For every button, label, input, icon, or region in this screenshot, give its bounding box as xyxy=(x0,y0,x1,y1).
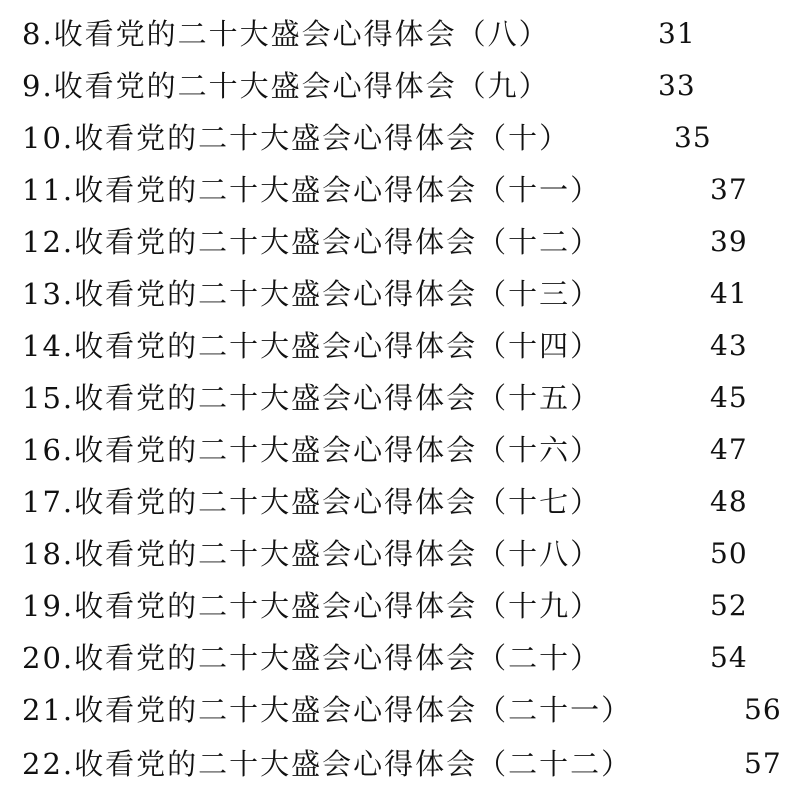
toc-entry-title: 19.收看党的二十大盛会心得体会（十九） xyxy=(22,589,602,623)
toc-entry-title: 12.收看党的二十大盛会心得体会（十二） xyxy=(22,225,602,259)
toc-entry xyxy=(22,684,782,736)
toc-entry-page: 45 xyxy=(710,381,748,414)
toc-entry-title: 22.收看党的二十大盛会心得体会（二十二） xyxy=(22,747,633,781)
toc-entry xyxy=(22,632,748,684)
toc-entry xyxy=(22,8,696,60)
toc-entry xyxy=(22,164,748,216)
toc-entry xyxy=(22,738,782,790)
toc-entry xyxy=(22,60,696,112)
toc-entry-page: 57 xyxy=(744,747,782,780)
toc-entry xyxy=(22,528,748,580)
toc-entry-page: 43 xyxy=(710,329,748,362)
toc-entry-page: 33 xyxy=(658,69,696,102)
toc-entry-page: 50 xyxy=(710,537,748,570)
toc-entry-page: 37 xyxy=(710,173,748,206)
toc-entry-page: 56 xyxy=(744,693,782,726)
toc-entry xyxy=(22,112,712,164)
toc-entry xyxy=(22,216,748,268)
toc-entry xyxy=(22,424,748,476)
toc-entry-page: 47 xyxy=(710,433,748,466)
toc-entry-page: 39 xyxy=(710,225,748,258)
toc-entry-title: 11.收看党的二十大盛会心得体会（十一） xyxy=(22,173,602,207)
toc-entry-page: 54 xyxy=(710,641,748,674)
toc-entry xyxy=(22,372,748,424)
toc-entry xyxy=(22,580,748,632)
toc-entry-page: 48 xyxy=(710,485,748,518)
toc-entry xyxy=(22,320,748,372)
toc-entry xyxy=(22,476,748,528)
toc-entry-title: 21.收看党的二十大盛会心得体会（二十一） xyxy=(22,693,633,727)
toc-entry-title: 18.收看党的二十大盛会心得体会（十八） xyxy=(22,537,602,571)
toc-entry-page: 52 xyxy=(710,589,748,622)
toc-entry-title: 13.收看党的二十大盛会心得体会（十三） xyxy=(22,277,602,311)
toc-entry-page: 31 xyxy=(658,17,696,50)
toc-entry-title: 8.收看党的二十大盛会心得体会（八） xyxy=(22,17,550,51)
toc-entry-title: 16.收看党的二十大盛会心得体会（十六） xyxy=(22,433,602,467)
toc-entry-page: 35 xyxy=(674,121,712,154)
toc-entry-title: 15.收看党的二十大盛会心得体会（十五） xyxy=(22,381,602,415)
toc-entry-title: 17.收看党的二十大盛会心得体会（十七） xyxy=(22,485,602,519)
toc-entry xyxy=(22,268,748,320)
toc-entry-page: 41 xyxy=(710,277,748,310)
toc-entry-title: 14.收看党的二十大盛会心得体会（十四） xyxy=(22,329,602,363)
toc-entry-title: 9.收看党的二十大盛会心得体会（九） xyxy=(22,69,550,103)
toc-entry-title: 10.收看党的二十大盛会心得体会（十） xyxy=(22,121,571,155)
toc-entry-title: 20.收看党的二十大盛会心得体会（二十） xyxy=(22,641,602,675)
